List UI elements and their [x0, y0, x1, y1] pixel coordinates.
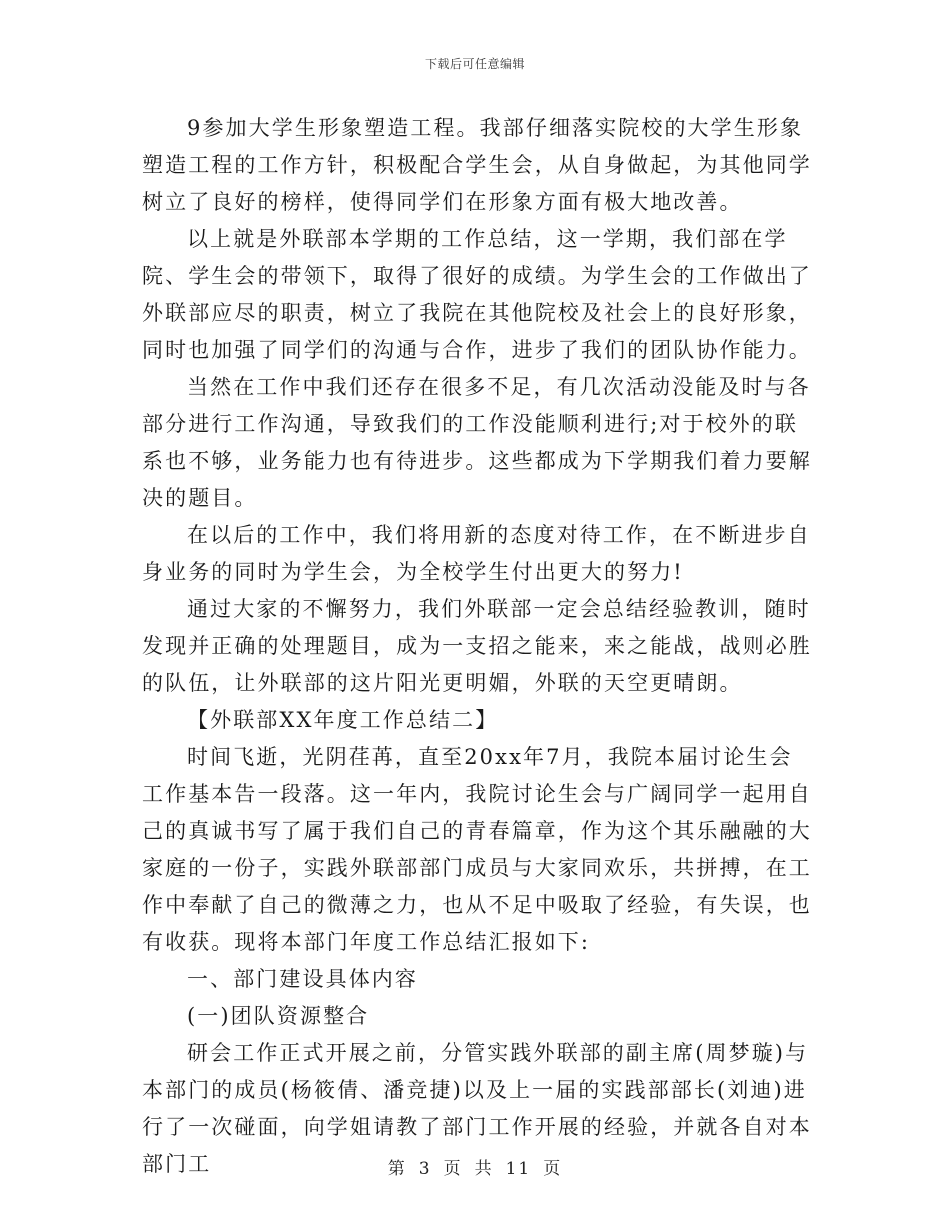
document-body — [142, 110, 812, 1183]
paragraph-future: 在以后的工作中，我们将用新的态度对待工作，在不断进步自身业务的同时为学生会，为全校学生付出更大的努力! — [142, 523, 811, 584]
page-footer — [0, 1154, 950, 1179]
page-current: 3 — [418, 1159, 432, 1179]
paragraph-shortcomings: 当然在工作中我们还存在很多不足，有几次活动没能及时与各部分进行工作沟通，导致我们的工作没能顺利进行;对于校外的联系也不够，业务能力也有待进步。这些都成为下学期我们着力要解决的题目。 — [142, 375, 812, 510]
subheading-team-resources: (一)团队资源整合 — [187, 1004, 370, 1028]
heading-department-building: 一、部门建设具体内容 — [187, 967, 418, 991]
page-label-suffix: 页 — [543, 1159, 563, 1179]
section-title-summary-two: 【外联部XX年度工作总结二】 — [187, 708, 499, 732]
page-label-middle: 页 — [443, 1159, 463, 1179]
paragraph-intro: 时间飞逝，光阴荏苒，直至20xx年7月，我院本届讨论生会工作基本告一段落。这一年内，我院讨论生会与广阔同学一起用自己的真诚书写了属于我们自己的青春篇章，作为这个其乐融融的大家庭的一份子，实践外联部部门成员与大家同欢乐，共拼搏，在工作中奉献了自己的微薄之力，也从不足中吸取了经验，有失误，也有收获。现将本部门年度工作总结汇报如下: — [142, 745, 812, 954]
paragraph-summary: 以上就是外联部本学期的工作总结，这一学期，我们部在学院、学生会的带领下，取得了很好的成绩。为学生会的工作做出了外联部应尽的职责，树立了我院在其他院校及社会上的良好形象，同时也加强了同学们的沟通与合作，进步了我们的团队协作能力。 — [142, 227, 812, 362]
paragraph-conclusion: 通过大家的不懈努力，我们外联部一定会总结经验教训，随时发现并正确的处理题目，成为一支招之能来，来之能战，战则必胜的队伍，让外联部的这片阳光更明媚，外联的天空更晴朗。 — [142, 597, 812, 695]
paragraph-team-meeting: 研会工作正式开展之前，分管实践外联部的副主席(周梦璇)与本部门的成员(杨筱倩、潘竞捷)以及上一届的实践部部长(刘迪)进行了一次碰面，向学姐请教了部门工作开展的经验，并就各自对本部门工 — [142, 1041, 812, 1176]
page-total: 11 — [505, 1159, 532, 1179]
page-label-prefix: 第 — [387, 1159, 407, 1179]
page-header: 下载后可任意编辑 — [424, 57, 525, 71]
paragraph-item-9: 9参加大学生形象塑造工程。我部仔细落实院校的大学生形象塑造工程的工作方针，积极配合学生会，从自身做起，为其他同学树立了良好的榜样，使得同学们在形象方面有极大地改善。 — [142, 116, 812, 214]
page-label-total-prefix: 共 — [474, 1159, 494, 1179]
